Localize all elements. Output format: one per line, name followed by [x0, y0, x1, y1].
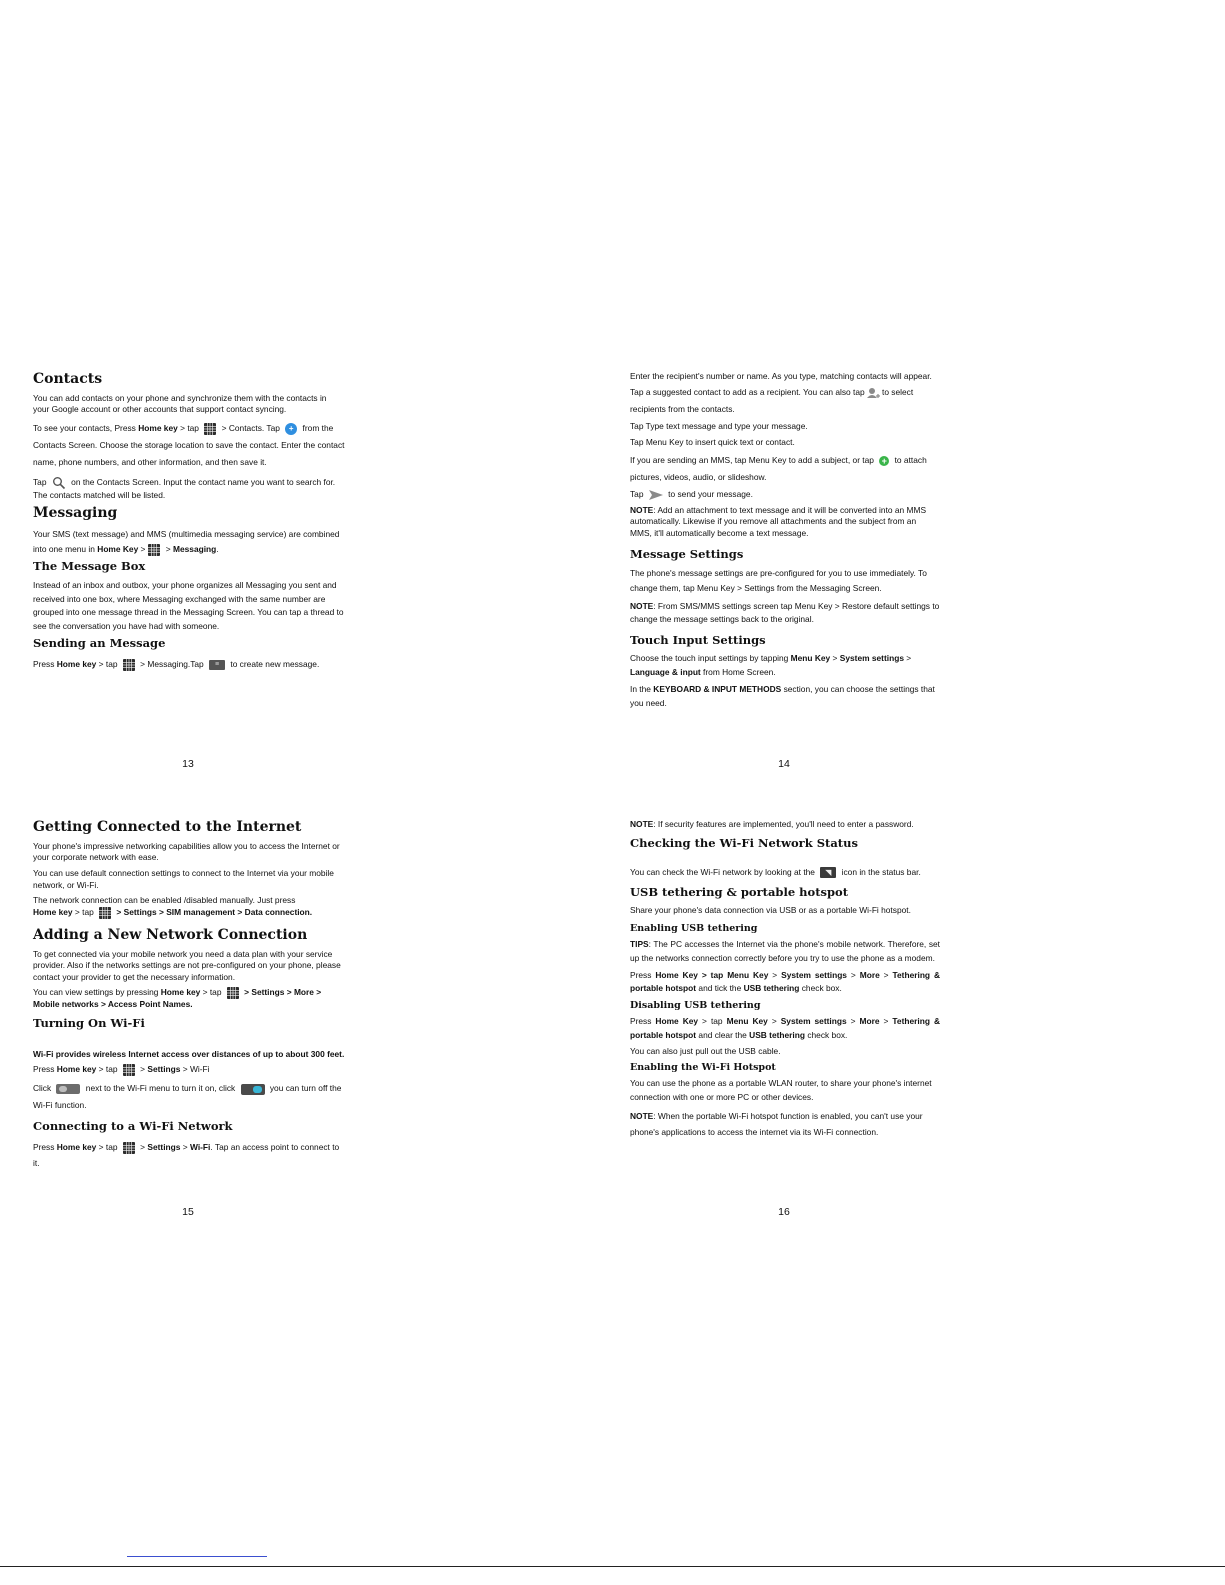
- wifi-heading: Turning On Wi-Fi: [33, 1015, 145, 1030]
- footer-link-underline: [127, 1556, 267, 1557]
- disable-usb-steps: Press Home Key > tap Menu Key > System settings > More > Tethering & portable hotspot and clear the USB tethering check box.: [630, 1016, 940, 1040]
- page-number-13: 13: [182, 758, 194, 770]
- internet-p1: Your phone's impressive networking capabilities allow you to access the Internet or your corporate network with ease.: [33, 840, 340, 863]
- messaging-intro: Your SMS (text message) and MMS (multimedia messaging service) are combined into one menu in Home Key > > Messaging.: [33, 529, 340, 554]
- usb-intro: Share your phone's data connection via USB or as a portable Wi-Fi hotspot.: [630, 904, 911, 915]
- contacts-heading: Contacts: [33, 371, 103, 387]
- toggle-on-icon: [241, 1084, 265, 1095]
- wifi-status-heading: Checking the Wi-Fi Network Status: [630, 835, 858, 850]
- send-arrow-icon: [649, 490, 663, 500]
- touch-input-heading: Touch Input Settings: [630, 632, 766, 647]
- contact-picker-icon: [866, 387, 880, 399]
- wifi-status-paragraph: You can check the Wi-Fi network by looking at the ◥ icon in the status bar.: [630, 866, 921, 877]
- page-13: [33, 367, 345, 677]
- send-paragraph: Tap to send your message.: [630, 489, 753, 500]
- contacts-search-paragraph: Tap on the Contacts Screen. Input the contact name you want to search for. The contacts matched will be listed.: [33, 476, 336, 500]
- wifi-press: Press Home key > tap > Settings > Wi-Fi: [33, 1064, 210, 1075]
- apps-grid-icon: [227, 987, 239, 999]
- message-box-text: Instead of an inbox and outbox, your phone organizes all Messaging you sent and received into one box, where Messaging exchanged with the same number are grouped into one message thread in the Messaging Screen. You can tap a thread to see the conversation you have had with someone.: [33, 580, 344, 631]
- toggle-off-icon: [56, 1084, 80, 1094]
- page-number-15: 15: [182, 1206, 194, 1218]
- message-box-heading: The Message Box: [33, 559, 146, 574]
- hotspot-text: You can use the phone as a portable WLAN router, to share your phone's internet connection with one or more PC or other devices.: [630, 1078, 932, 1102]
- search-icon: [52, 476, 66, 490]
- apps-grid-icon: [123, 659, 135, 671]
- internet-p3: The network connection can be enabled /disabled manually. Just press Home key > tap > Settings > SIM management > Data connection.: [33, 895, 313, 917]
- tips-paragraph: TIPS: The PC accesses the Internet via the phone's mobile network. Therefore, set up the networks connection correctly before you try to use the phone as a modem.: [630, 939, 940, 963]
- message-settings-text: The phone's message settings are pre-configured for you to use immediately. To change them, tap Menu Key > Settings from the Messaging Screen.: [630, 568, 927, 594]
- wifi-bold-text: Wi-Fi provides wireless Internet access over distances of up to about 300 feet.: [33, 1048, 345, 1059]
- page-14: [630, 368, 940, 714]
- mms-paragraph: If you are sending an MMS, tap Menu Key to add a subject, or tap + to attach pictures, videos, audio, or slideshow.: [630, 455, 927, 482]
- recipient-paragraph: Enter the recipient's number or name. As you type, matching contacts will appear. Tap a suggested contact to add as a recipient. You can also tap to select recipients from the contacts.: [630, 371, 932, 414]
- contacts-intro: You can add contacts on your phone and synchronize them with the contacts in your Google account or other accounts that support contact syncing.: [33, 392, 327, 415]
- contacts-see-paragraph: To see your contacts, Press Home key > tap > Contacts. Tap + from the Contacts Screen. Choose the storage location to save the contact. Enter the contact name, phone numbers, and other information, and then save it.: [33, 422, 345, 468]
- page-16: [630, 816, 940, 1145]
- page-number-14: 14: [778, 758, 790, 770]
- note-security: NOTE: If security features are implemented, you'll need to enter a password.: [630, 819, 914, 829]
- note-hotspot: NOTE: When the portable Wi-Fi hotspot function is enabled, you can't use your phone's applications to access the internet via its Wi-Fi connection.: [630, 1111, 923, 1138]
- connecting-paragraph: Press Home key > tap > Settings > Wi-Fi. Tap an access point to connect to it.: [33, 1141, 340, 1169]
- network-heading: Adding a New Network Connection: [33, 926, 308, 943]
- wifi-status-icon: ◥: [820, 867, 836, 878]
- sending-paragraph: Press Home key > tap > Messaging.Tap ≡ to create new message.: [33, 658, 320, 669]
- keyboard-paragraph: In the KEYBOARD & INPUT METHODS section, you can choose the settings that you need.: [630, 684, 935, 708]
- pull-usb-text: You can also just pull out the USB cable.: [630, 1046, 781, 1057]
- bottom-rule: [0, 1566, 1225, 1567]
- tap-type-text: Tap Type text message and type your message.: [630, 421, 808, 432]
- compose-message-icon: ≡: [209, 660, 225, 670]
- enable-usb-heading: Enabling USB tethering: [630, 922, 758, 934]
- apps-grid-icon: [123, 1064, 135, 1076]
- internet-p2: You can use default connection settings to connect to the Internet via your mobile network, or Wi-Fi.: [33, 867, 334, 890]
- wifi-toggle-paragraph: Click next to the Wi-Fi menu to turn it on, click you can turn off the Wi-Fi function.: [33, 1083, 342, 1111]
- touch-input-paragraph: Choose the touch input settings by tapping Menu Key > System settings > Language & input from Home Screen.: [630, 653, 912, 677]
- messaging-heading: Messaging: [33, 505, 118, 522]
- note-attachment: NOTE: Add an attachment to text message and it will be converted into an MMS automatically. Likewise if you remove all attachments and the subject from an MMS, it'll automatically become a text message.: [630, 504, 927, 538]
- apps-grid-icon: [99, 907, 111, 919]
- add-contact-icon: +: [285, 423, 297, 435]
- network-p1: To get connected via your mobile network you need a data plan with your service provider. Also if the networks settings are not pre-configured on your phone, please contact your provider to get the necessary information.: [33, 948, 341, 982]
- page-15: [33, 815, 345, 1176]
- connecting-heading: Connecting to a Wi-Fi Network: [33, 1118, 233, 1133]
- message-settings-heading: Message Settings: [630, 546, 744, 561]
- enable-usb-steps: Press Home Key > tap Menu Key > System settings > More > Tethering & portable hotspot and tick the USB tethering check box.: [630, 970, 941, 994]
- sending-heading: Sending an Message: [33, 635, 166, 650]
- apps-grid-icon: [123, 1142, 135, 1154]
- apps-grid-icon: [204, 423, 216, 435]
- apps-grid-icon: [148, 544, 160, 556]
- disable-usb-heading: Disabling USB tethering: [630, 999, 761, 1011]
- note-restore: NOTE: From SMS/MMS settings screen tap Menu Key > Restore default settings to change the message settings back to the original.: [630, 600, 940, 625]
- hotspot-heading: Enabling the Wi-Fi Hotspot: [630, 1061, 776, 1073]
- tap-menu-text: Tap Menu Key to insert quick text or contact.: [630, 436, 795, 447]
- network-view: You can view settings by pressing Home key > tap > Settings > More > Mobile networks > Access Point Names.: [33, 987, 322, 1010]
- page-number-16: 16: [778, 1206, 790, 1218]
- internet-heading: Getting Connected to the Internet: [33, 819, 302, 835]
- attach-plus-icon: +: [879, 456, 889, 466]
- usb-heading: USB tethering & portable hotspot: [630, 884, 849, 899]
